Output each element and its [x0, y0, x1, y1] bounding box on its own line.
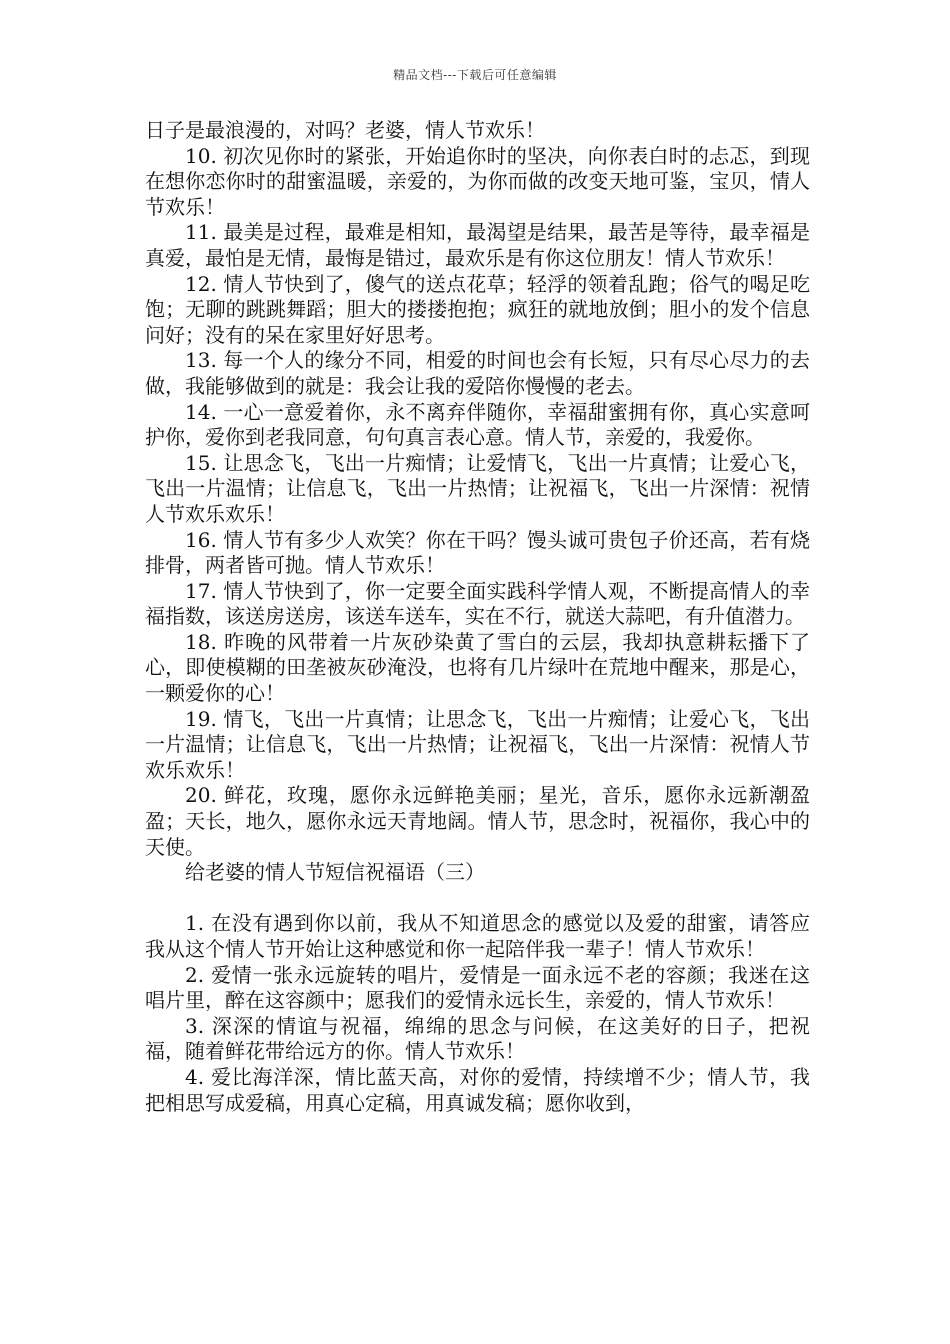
section-paragraph-1: 1. 在没有遇到你以前，我从不知道思念的感觉以及爱的甜蜜，请答应我从这个情人节开始让这种感觉和你一起陪伴我一辈子！情人节欢乐！	[145, 911, 810, 961]
paragraph-item-20: 20. 鲜花，玫瑰，愿你永远鲜艳美丽；星光，音乐，愿你永远新潮盈盈；天长，地久，愿你永远天青地阔。情人节，思念时，祝福你，我心中的天使。	[145, 783, 810, 859]
paragraph-item-17: 17. 情人节快到了，你一定要全面实践科学情人观，不断提高情人的幸福指数，该送房送房，该送车送车，实在不行，就送大蒜吧，有升值潜力。	[145, 578, 810, 629]
paragraph-item-12: 12. 情人节快到了，傻气的送点花草；轻浮的领着乱跑；俗气的喝足吃饱；无聊的跳跳舞蹈；胆大的搂搂抱抱；疯狂的就地放倒；胆小的发个信息问好；没有的呆在家里好好思考。	[145, 271, 810, 347]
paragraph-item-19: 19. 情飞，飞出一片真情；让思念飞，飞出一片痴情；让爱心飞，飞出一片温情；让信息飞，飞出一片热情；让祝福飞，飞出一片深情：祝情人节欢乐欢乐！	[145, 706, 810, 782]
paragraph-item-15: 15. 让思念飞，飞出一片痴情；让爱情飞，飞出一片真情；让爱心飞，飞出一片温情；让信息飞，飞出一片热情；让祝福飞，飞出一片深情：祝情人节欢乐欢乐！	[145, 450, 810, 526]
paragraph-item-18: 18. 昨晚的风带着一片灰砂染黄了雪白的云层，我却执意耕耘播下了心，即使模糊的田垄被灰砂淹没，也将有几片绿叶在荒地中醒来，那是心，一颗爱你的心！	[145, 629, 810, 706]
paragraph-continuation: 日子是最浪漫的，对吗？老婆，情人节欢乐！	[145, 118, 545, 142]
paragraph-item-13: 13. 每一个人的缘分不同，相爱的时间也会有长短，只有尽心尽力的去做，我能够做到的就是：我会让我的爱陪你慢慢的老去。	[145, 348, 810, 398]
page-header: 精品文档---下载后可任意编辑	[393, 68, 557, 82]
section-paragraph-3: 3. 深深的情谊与祝福，绵绵的思念与问候，在这美好的日子，把祝福，随着鲜花带给远方的你。情人节欢乐！	[145, 1013, 810, 1064]
document-body	[145, 118, 810, 1116]
paragraph-item-14: 14. 一心一意爱着你，永不离弃伴随你，幸福甜蜜拥有你，真心实意呵护你，爱你到老我同意，句句真言表心意。情人节，亲爱的，我爱你。	[145, 399, 810, 450]
paragraph-item-16: 16. 情人节有多少人欢笑？你在干吗？馒头诚可贵包子价还高，若有烧排骨，两者皆可抛。情人节欢乐！	[145, 527, 810, 578]
section-title: 给老婆的情人节短信祝福语（三）	[185, 860, 485, 885]
section-paragraph-2: 2. 爱情一张永远旋转的唱片，爱情是一面永远不老的容颜；我迷在这唱片里，醉在这容颜中；愿我们的爱情永远长生，亲爱的，情人节欢乐！	[145, 962, 810, 1013]
paragraph-item-10: 10. 初次见你时的紧张，开始追你时的坚决，向你表白时的忐忑，到现在想你恋你时的甜蜜温暖，亲爱的，为你而做的改变天地可鉴，宝贝，情人节欢乐！	[145, 143, 810, 219]
blank-line	[145, 886, 810, 912]
section-paragraph-4: 4. 爱比海洋深，情比蓝天高，对你的爱情，持续增不少；情人节，我把相思写成爱稿，用真心定稿，用真诚发稿；愿你收到，	[145, 1064, 810, 1115]
paragraph-item-11: 11. 最美是过程，最难是相知，最渴望是结果，最苦是等待，最幸福是真爱，最怕是无情，最悔是错过，最欢乐是有你这位朋友！情人节欢乐！	[145, 220, 810, 270]
